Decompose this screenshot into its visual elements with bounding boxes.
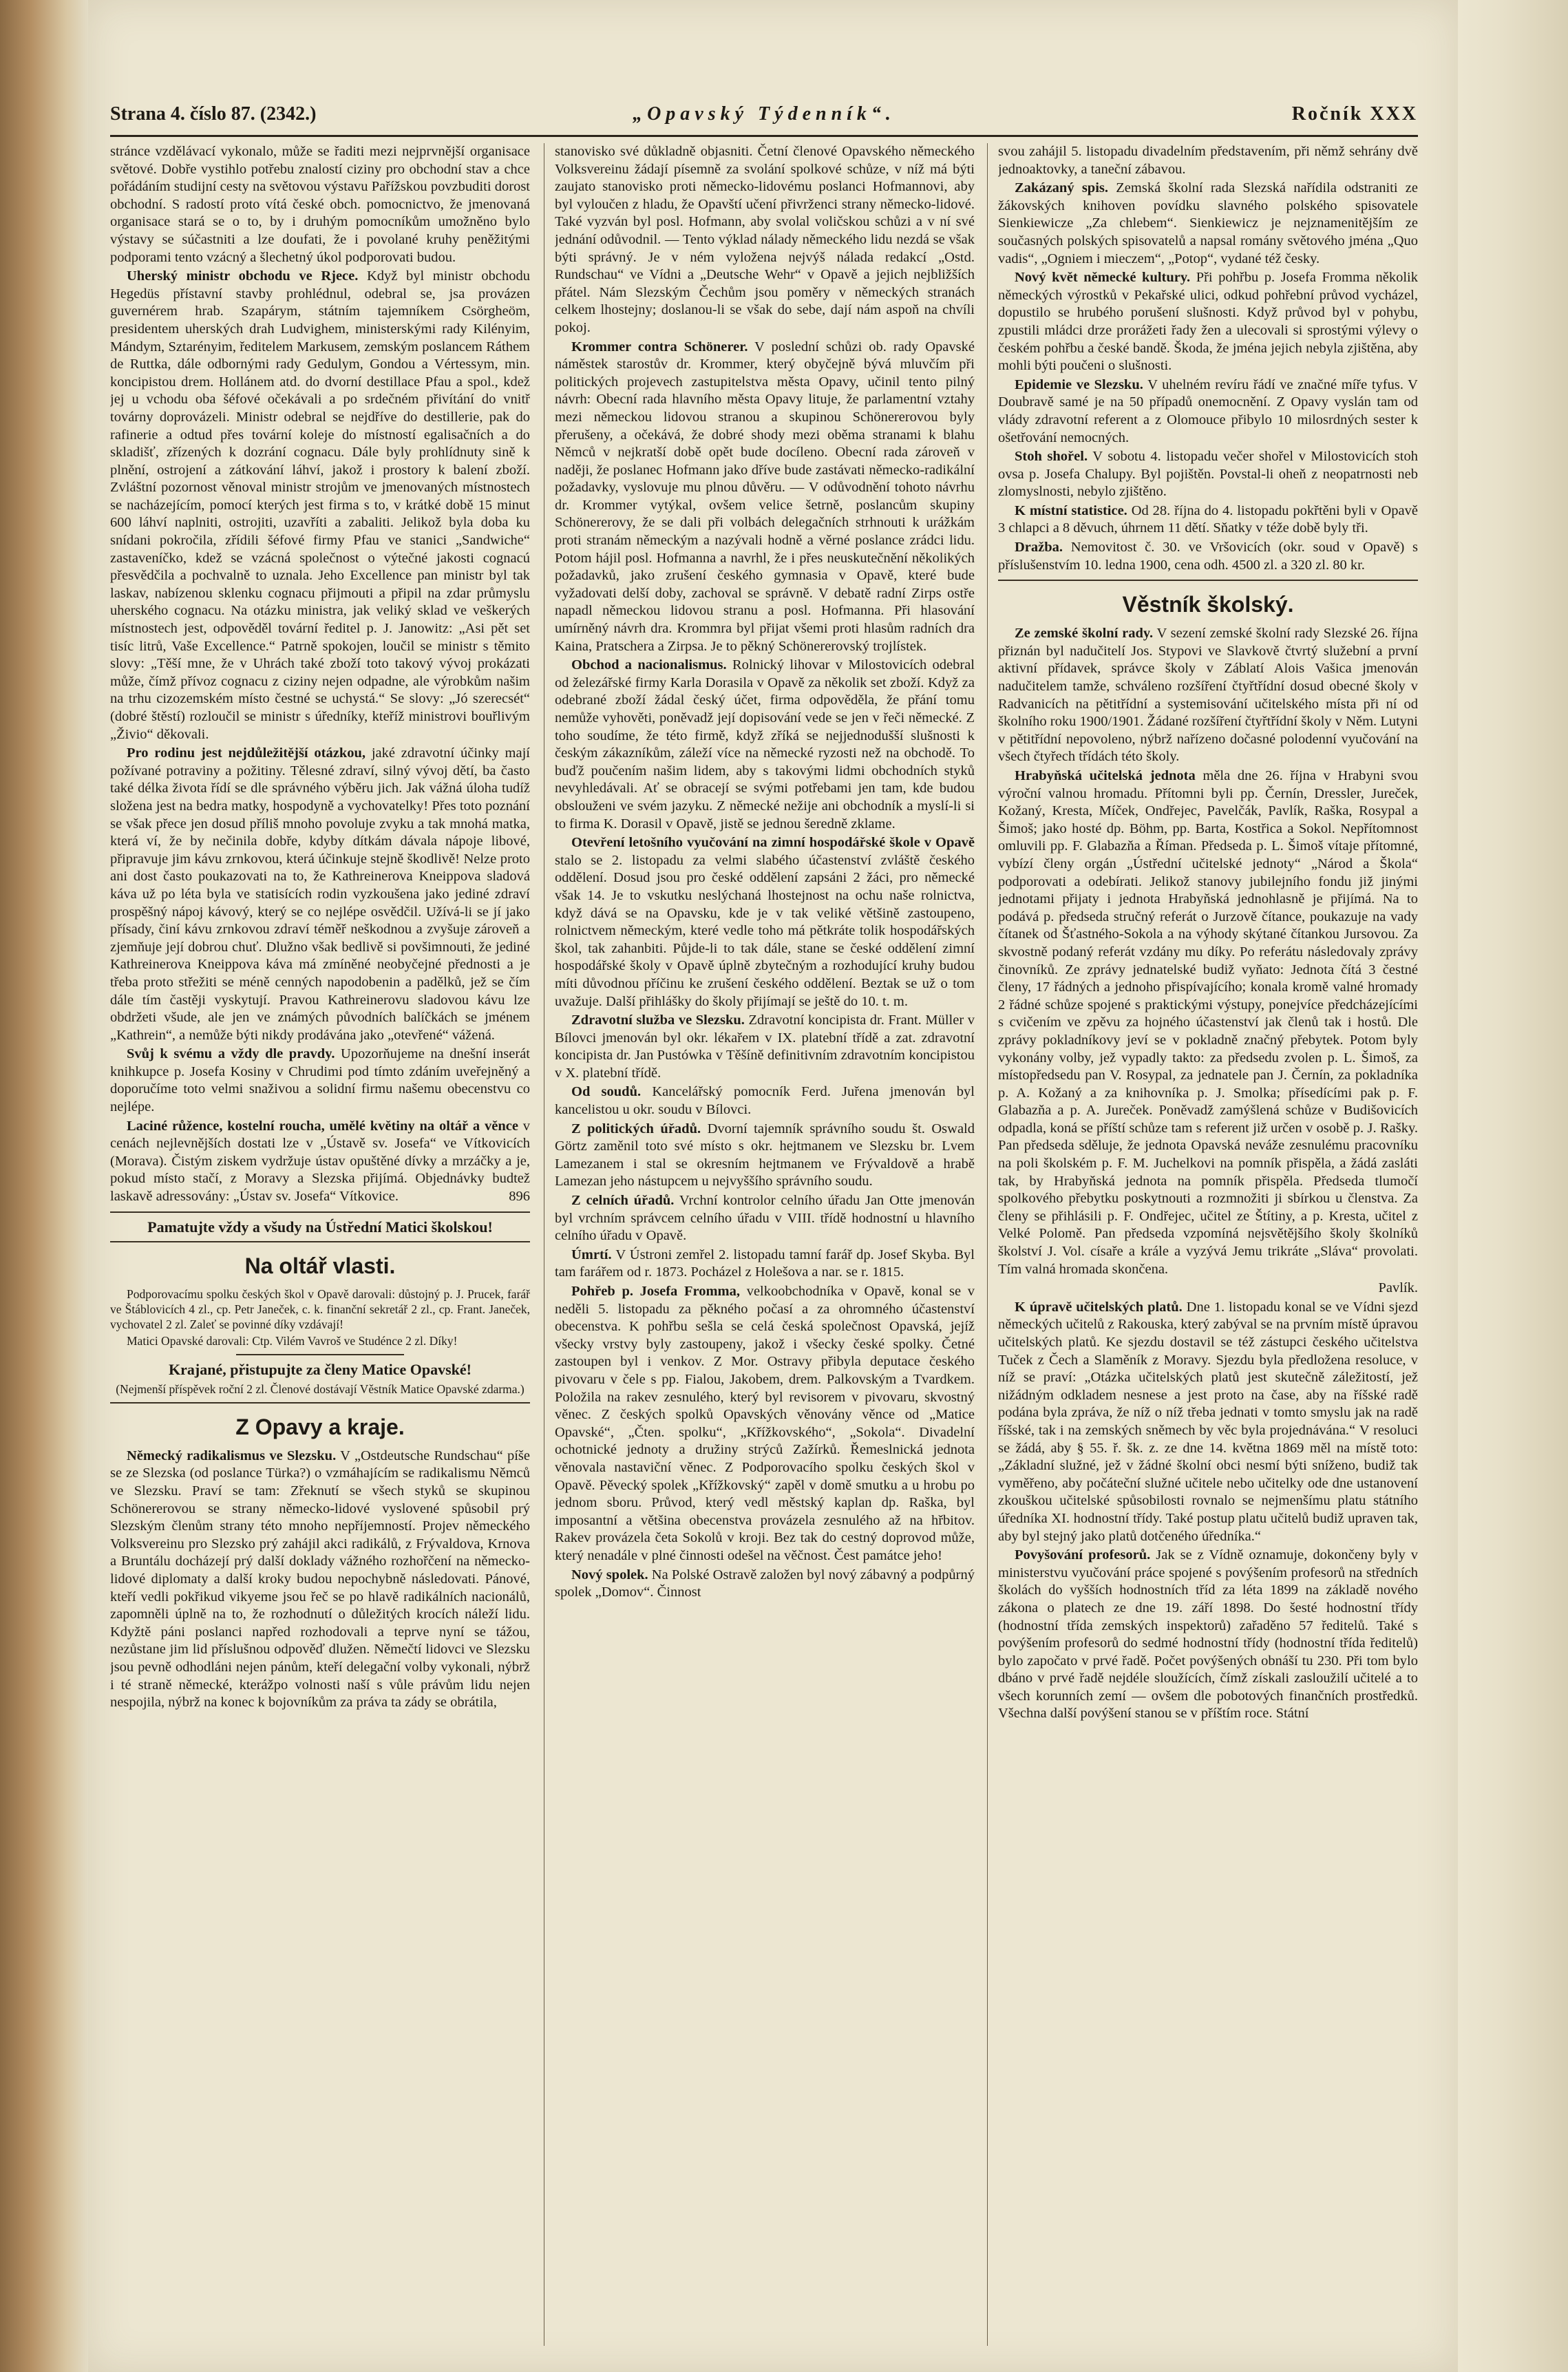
article-text: Při pohřbu p. Josefa Fromma několik německých výrostků v Pekařské ulici, odkud pohřební průvod vycházel, dopustilo se hrubého porušení slušnosti. Když průvod byl v pohybu, zpustili mládci drze prorážeti řady žen a ulecovali si sprostými výlevy o českém pohřbu a české bandě. Škoda, že jména jejich nebyla zjištěna, aby mohli býti poučeni o slušnosti. xyxy=(998,270,1418,374)
article-text: V Ústroni zemřel 2. listopadu tamní farář dp. Josef Skyba. Byl tam farářem od r. 1873. Pocházel z Holešova a nar. se r. 1815. xyxy=(555,1247,975,1280)
article-headline: Z celních úřadů. xyxy=(571,1193,675,1209)
article-text: Dvorní tajemník správního soudu št. Oswald Görtz zaměnil toto své místo s okr. hejtmanem ve Slezsku br. Lvem Lamezanem i stal se okresním hejtmanem ve Frývaldově a hrabě Lamezan jeho nástupcem u nejvyššího správního soudu. xyxy=(555,1121,975,1189)
article-text: měla dne 26. října v Hrabyni svou výroční valnou hromadu. Přítomni byli pp. Černín, Dressler, Jureček, Kožaný, Kresta, Míček, Ondřejec, Pavelčák, Pavlík, Raška, Rosypal a Šimoš; jako hosté dp. Böhm, pp. Barta, Kostřica a Sokol. Nepřítomnost omluvili pp. F. Glabazňa a Říman. Předseda p. L. Šimoš vítaje přítomné, vybízí členy orgán „Ústřední učitelské jednoty“ „Národ a Škola“ podporovati a odebírati. Jelikož stanovy jubilejního fondu již jinými jednotami přijaty i jednota Hrabyňská jednohlasně je přijímá. Na to podává p. předseda stručný referát o Jurzově čítance, poukazuje na vady čítanek od Šťastného-Sokola a na výhody skýtané čítankou Jursovou. Za skvostně podaný referát vzdány mu díky. Po referátu následovaly zprávy činovníků. Ze zprávy jednatelské budiž vyňato: Jednota čítá 3 čestné členy, 17 řádných a jednoho přispívajícího; konala kromě valné hromady 2 řádné schůze spojené s praktickými výstupy, ponejvíce předcházejícími s cvičením ve zpěvu za hojného účastenství jak členů tak i hostů. Dle zprávy pokladníkovy jeví se v pokladně značný přebytek. Potom byly vykonány volby, jež vypadly takto: za předsedu zvolen p. L. Šimoš, za místopředsedu pan V. Rosypal, za jednatele pan J. Černín, za pokladníka p. A. Kožaný a za knihovníka p. J. Smolka; přísedícími pak p. F. Glabazňa a p. A. Jureček. Poněvadž zamýšlená schůze v Budišovicích odpadla, koná se příští schůze tam s referent již určen v osobě p. J. Rašky. Pan předseda sděluje, že jednota Opavská neváže zesnulému pracovníku na poli školském p. F. M. Juchelkovi na pomník přispěla, a žádá zasláti tak, by Hrabyňská jednota na pomník přispěla. Předseda tlumočí spolkového přebytku poskytnouti a rozmnožiti ji sbírkou u členstva. Za členy se přihlásili p. F. Ondřejec, učitel ze Štítiny, a p. Kresta, učitel z Velké Polomě. Pan předseda vzpomíná nejsvětějšího školy školníků školství J. Vol. císaře a krále a vyzývá Jemu trikráte „Sláva“ provolati. Tím valná hromada skončena. xyxy=(998,768,1418,1277)
book-binding-edge xyxy=(0,0,88,2372)
article-text: Kancelářský pomocník Ferd. Juřena jmenován byl kancelistou u okr. soudu v Bílovci. xyxy=(555,1084,975,1118)
article xyxy=(998,625,1418,766)
column-1 xyxy=(110,143,530,2346)
page-edge-shadow xyxy=(1458,0,1568,2372)
article-text: Zemská školní rada Slezská nařídila odstraniti ze žákovských knihoven povídku slavného polského spisovatele Sienkiewicze „Za chlebem“. Sienkiewicz je nejznamenitějším ze současných polských spisovatelů a napsal romány světového jména „Quo vadis“, „Ogniem i mieczem“, „Potop“, vydané též česky. xyxy=(998,180,1418,266)
article-text: Když byl ministr obchodu Hegedüs přístavní stavby prohlédnul, odebral se, jsa provázen guvernérem hrab. Szapárym, státním tajemníkem Csörgheöm, presidentem uherských drah Ludvighem, ministerskými rady Kilényim, Mándym, Sztarényim, ředitelem Markusem, zemským poslancem Ráthem de Ruttka, dále odbornými rady Gedulym, Gondou a Vértessym, min. koncipistou drem. Hollánem atd. do dvorní destillace Pfau a spol., kdež jej u vchodu oba šéfové očekávali a po srdečném přivítání do vnitř továrny doprovázeli. Ministr odebral se nejdříve do destillerie, pak do rafinerie a odtud přes tovární koleje do místností egalisačních a do skladišť, zřízených k dozrání cognacu. Dále byly prohlídnuty sině k plnění, ostrojení a zátkování láhví, jakož i prostory k balení zboží. Zvláštní pozornost věnoval ministr strojům ve jmenovaných místnostech se nacházejícím, pomocí kterých jest firma s to, v krátké době 15 minut 600 láhví naplniti, ostrojiti, uzavříti a zabaliti. Jelikož byla doba ku snídani pokročila, zřídili šéfové firmy Pfau ve stanici „Sandwiche“ zastaveníčko, kdež se vzácná společnost o výtečné jakosti cognacú přesvědčila a pochvalně to uznala. Jeho Excellence pan ministr byl tak laskav, nabízenou sklenku cognacu přijmouti a připil na zdar průmyslu uherského cognacu. Na otázku ministra, jak veliký sklad ve veškerých místnostech jest, odpověděl tovární ředitel p. J. Janowitz: „Asi pět set tisíc litrů, Vaše Excellence.“ Patrně spokojen, loučil se ministr s těmito slovy: „Těší mne, že v Uhrách také zboží toto takový vývoj prokázati může, čímž přívoz cognacu z ciziny nejen odpadne, ale výrobkům našim na trhu cizozemském místo čestné se uchystá.“ Se slovy: „Jó szerecsét“ (dobré štěstí) rozloučil se ministr s úředníky, kteříž ministrovi bouřlivým „Živio“ děkovali. xyxy=(110,268,530,742)
article-text: Na Polské Ostravě založen byl nový zábavný a podpůrný spolek „Domov“. Činnost xyxy=(555,1567,975,1600)
article-headline: Zdravotní služba ve Slezsku. xyxy=(571,1013,745,1028)
article xyxy=(555,1121,975,1191)
short-rule xyxy=(236,1354,404,1355)
article xyxy=(555,1083,975,1119)
article-text: stalo se 2. listopadu za velmi slabého účastenství zvláště českého oddělení. Dosud jsou pro české oddělení zapsáni 2 žáci, pro německé však 14. Je to vskutku neslýchaná lhostejnost na ochu naše rolnictva, když dává se na Opavsku, kde je v tak veliké většině zastoupeno, rolnictvem německým, které vedle toho má pětkráte tolik hospodářských škol, tak zahanbiti. Půjde-li to tak dále, stane se české oddělení zimní hospodářské školy v Opavě úplně zbytečným a rozhodující kruhy budou míti důvodnou příčinu ke zrušení českého oddělení. Beztak se už o tom uvažuje. Další přihlášky do školy přijímají se ještě do 10. t. m. xyxy=(555,852,975,1009)
article-headline: Povyšování profesorů. xyxy=(1015,1547,1151,1563)
article xyxy=(110,1118,530,1206)
donation-text: Podporovacímu spolku českých škol v Opavě darovali: důstojný p. J. Prucek, farář ve Štáblovicích 4 zl., cp. Petr Janeček, c. k. finanční sekretář 2 zl., cp. Frant. Janeček, vychovatel 2 zl. Zaleť se povinné díky vzdávají! xyxy=(110,1287,530,1332)
article-headline: Uherský ministr obchodu ve Rjece. xyxy=(127,268,359,284)
article-headline: Od soudů. xyxy=(571,1084,642,1100)
column-divider xyxy=(987,143,988,2346)
page-number-issue: Strana 4. číslo 87. (2342.) xyxy=(110,103,317,125)
article-text: Vrchní kontrolor celního úřadu Jan Otte jmenován byl vrchním správcem celního úřadu v VIII. třídě hodnostní u hlavního celního úřadu v Opavě. xyxy=(555,1193,975,1244)
article xyxy=(110,268,530,743)
article xyxy=(998,180,1418,268)
article xyxy=(998,1299,1418,1545)
column-3 xyxy=(998,143,1418,2346)
article xyxy=(555,834,975,1010)
article xyxy=(110,1448,530,1712)
article-text: Dne 1. listopadu konal se ve Vídni sjezd německých učitelů z Rakouska, který zabýval se na prvním místě úpravou učitelských platů. Ke sjezdu dostavil se též zástupci českého učitelstva Tuček z Čech a Slaměník z Moravy. Sjezdu byla předložena resoluce, v níž se praví: „Otázka učitelských platů jest skutečně záležitostí, jež nižádným odkladem nesnese a jest proto na čase, aby na říšské radě podána byla zpráva, že níž o níž třeba jednati v tomto smyslu jak na radě říšské, tak i na zemských sněmech by věc byla projednávána.“ V resoluci se žádá, aby § 55. ř. šk. z. ze dne 14. května 1869 měl na místě toto: „Základní služné, jež v žádné školní obci nesmí býti sníženo, budiž tak vyměřeno, aby počáteční služné učitele nebo učitelky ode dne ustanovení zkouškou učitelské spůsobilosti rovnalo se nejmenšímu platu státního úředníka XI. hodnostní třídy. Také postup platu učitelů budiž upraven tak, aby byl stejný jako platů dotčeného úředníka.“ xyxy=(998,1299,1418,1544)
section-rule xyxy=(110,1241,530,1242)
article xyxy=(998,377,1418,447)
article-headline: Epidemie ve Slezsku. xyxy=(1015,377,1143,392)
article xyxy=(555,339,975,656)
section-title: Věstník školský. xyxy=(1122,592,1294,617)
article-text: Nemovitost č. 30. ve Vršovicích (okr. soud v Opavě) s příslušenstvím 10. ledna 1900, cena odh. 4500 zl. a 320 zl. 80 kr. xyxy=(998,540,1418,573)
article-text: velkoobchodníka v Opavě, konal se v neděli 5. listopadu za pěkného počasí a za ohromného účastenství obecenstva. K pohřbu sešla se celá česká společnost Opavská, jejíž všecky vrstvy byly zastoupeny, jakož i všecky české spolky. Četné zastoupen byl i venkov. Z Mor. Ostravy přibyla deputace českého pivovaru v čele s pp. Fialou, Jakobem, drem. Palkovským a Tvardkem. Položila na rakev zesnulého, který byl revisorem v pivovaru, skvostný věnec. Z českých spolků Opavských věnovány věnce od „Matice Opavské“, „Čten. spolku“, „Křížkovského“, „Sokola“. Divadelní ochotnické jednoty a družiny strýců Zažírků. Řemeslnická jednota věnovala nastaviční věnec. Z Podporovacího spolku českých škol v Opavě. Pěvecký spolek „Křížkovský“ zapěl v domě smutku a u hrobu po jednom sboru. Průvod, který vedl městský kaplan dp. Raška, byl imposantní a většina obecenstva provázela zesnulého až na hřbitov. Rakev provázela četa Sokolů v kroji. Bez tak do cestný doprovod může, který nenadále v plné činnosti odešel na věčnost. Čest památce jeho! xyxy=(555,1284,975,1563)
article xyxy=(998,539,1418,574)
article-text: svou zahájil 5. listopadu divadelním představením, při němž sehrány dvě jednoaktovky, a taneční zábavou. xyxy=(998,144,1418,177)
article-headline: Hrabyňská učitelská jednota xyxy=(1015,768,1196,783)
article-headline: Z politických úřadů. xyxy=(571,1121,701,1136)
article-headline: Obchod a nacionalismus. xyxy=(571,657,727,673)
ad-number: 896 xyxy=(509,1189,530,1205)
article-text: Jak se z Vídně oznamuje, dokončeny byly v ministerstvu vyučování práce spojené s povýšením profesorů na středních školách do vyšších hodnostních tříd za léta 1899 na základě nového zákona o platech ze dne 19. září 1898. Do šesté hodnostní třídy (hodnostní třída zemských inspektorů) zařaděno 57 ředitelů. Také s povýšením profesorů do sedmé hodnostní třídy (hodnostní třída ředitelů) bylo započato v prvé řadě. Počet povýšených obnáší tu 230. Při tom bylo dbáno v prvé řadě nejdéle sloužících, čímž získali zasloužilí učitelé a to všech korunních zemí — ovšem dle pobotových finančních prostředků. Všechna další povýšení stanou se v příštím roce. Státní xyxy=(998,1547,1418,1722)
article-text: V uhelném revíru řádí ve značné míře tyfus. V Doubravě samé je na 50 případů onemocnění. Z Opavy vyslán tam od vlády zdravotní referent a z Olomouce přibylo 10 milosrdných sester k ošetřování nemocných. xyxy=(998,377,1418,445)
article-headline: Nový spolek. xyxy=(571,1567,648,1582)
article-headline: Ze zemské školní rady. xyxy=(1015,626,1154,642)
article-text: Rolnický lihovar v Milostovicích odebral od železářské firmy Karla Dorasila v Opavě za několik set zboží. Když za odebrané zboží žádal český účet, firma odpověděla, že přání tomu nemůže vyhověti, poněvadž její dopisování vede se jen v řeči německé. Z toho soudíme, že této firmě, když zříká se nejjednodušší slušnosti k českým zákazníkům, záleží více na německé ryzosti než na obchodě. To buďž poučením našim lidem, aby s takovými lidmi obchodních styků nevyhledávali. Ať se obracejí se svými potřebami jen tam, kde budou obslouženi ve svém jazyku. Z německé nežije ani obchodník a myslí-li si to firma K. Dorasil v Opavě, jistě se jednou šeredně zklame. xyxy=(555,657,975,832)
newspaper-title: „Opavský Týdenník“. xyxy=(633,103,896,125)
article-text: Od 28. října do 4. listopadu pokřtěni byli v Opavě 3 chlapci a 8 děvuch, úhrnem 11 dětí. Sňatky v téže době byly tři. xyxy=(998,502,1418,536)
article xyxy=(555,1192,975,1245)
article xyxy=(555,1283,975,1565)
article-text: stránce vzdělávací vykonalo, může se řaditi mezi nejprvnější organisace světové. Dobře vystihlo potřebu znalostí ciziny pro obchodní stav a chce pořádáním studijní cesty na světovou výstavu Pařížskou povzbuditi dorost obchodní. S radostí proto vítá české obch. pomocnictvo, že jmenovaná organisace stará se o to, by i druhým pomocníkům umožněno bylo výstavy se súčastniti a lze doufati, že i povolané kruhy peněžitými podporami tento vzácný a šlechetný úkol podporovati budou. xyxy=(110,144,530,265)
article-text: Upozorňujeme na dnešní inserát knihkupce p. Josefa Kosiny v Chrudimi pod tímto zdáním uveřejněný a doporučíme toto velmi snaživou a solidní firmu našemu obecenstvu co nejlépe. xyxy=(110,1046,530,1115)
section-title: Z Opavy a kraje. xyxy=(235,1414,405,1439)
article-headline: Otevření letošního vyučování na zimní hospodářské škole v Opavě xyxy=(571,835,975,851)
section-title: Na oltář vlasti. xyxy=(244,1253,396,1279)
matice-membership-text: (Nejmenší příspěvek roční 2 zl. Členové dostávají Věstník Matice Opavské zdarma.) xyxy=(116,1381,525,1396)
article-headline: K úpravě učitelských platů. xyxy=(1015,1299,1183,1315)
article-signature: Pavlík. xyxy=(1378,1280,1418,1296)
article-headline: Svůj k svému a vždy dle pravdy. xyxy=(127,1046,335,1062)
donation-text: Matici Opavské darovali: Ctp. Vilém Vavroš ve Studénce 2 zl. Díky! xyxy=(127,1334,458,1348)
article-headline: Německý radikalismus ve Slezsku. xyxy=(127,1448,337,1463)
matice-callout: Krajané, přistupujte za členy Matice Opavské! xyxy=(169,1361,472,1379)
article xyxy=(998,269,1418,375)
article xyxy=(998,767,1418,1278)
article xyxy=(998,1547,1418,1723)
article-text: jaké zdravotní účinky mají požívané potraviny a požitiny. Tělesné zdraví, silný vývoj dětí, ba často také délka života řídí se dle správného výběru jich. Jak vážná úloha tudíž složena jest na bedra matky, hospodyně a vychovatelky! Přes toto poznání se však přece jen dosud příliš mnoho povoluje zvyku a tak mnohá matka, která ví, že by nečinila dobře, kdyby dítkám dávala nápoje libové, připravuje jim kávu zrnkovou, která účinkuje stejně škodlivě! Nelze proto ani dost často poukazovati na to, že Kathreinerova Kneippova sladová káva už po léta byla ve statisících rodin vyzkoušena jako jediné zdraví prospěšný nápoj kávový, který se co nejlépe osvědčil. Užívá-li se jí jako přísady, činí kávu zrnkovou zdraví téměř neškodnou a zvyšuje zároveň a zjemňuje její dobrou chuť. Dlužno však bedlivě si povšimnouti, že jediné Kathreinerova Kneippova káva má zmíněné neobyčejné přednosti a je třeba proto střežiti se méně cenných napodobenin a padělků, jež se čím dále tím častěji vyskytují. Pravou Kathreinerovu sladovou kávu lze obdržeti všude, ale jen ve známých původních balíčkách se jménem „Kathrein“, a nemůže býti nikdy prodávána jako „otevřené“ vážená. xyxy=(110,745,530,1043)
article-headline: Pro rodinu jest nejdůležitější otázkou, xyxy=(127,745,366,761)
article-text: v cenách nejlevnějších dostati lze v „Ústavě sv. Josefa“ ve Vítkovicích (Morava). Čistým ziskem vydržuje ústav opuštěné dívky a mrzáčky a je, pokud místo stačí, z Moravy a Slezska přijímá. Objednávky budtež laskavě adressovány: „Ústav sv. Josefa“ Vítkovice. xyxy=(110,1118,530,1205)
article-headline: Úmrtí. xyxy=(571,1247,612,1262)
article xyxy=(998,448,1418,501)
article xyxy=(110,1046,530,1116)
article-headline: Zakázaný spis. xyxy=(1015,180,1109,196)
section-rule xyxy=(110,1211,530,1213)
article-headline: Krommer contra Schönerer. xyxy=(571,339,748,354)
article xyxy=(555,1247,975,1282)
article-text: V „Ostdeutsche Rundschau“ píše se ze Slezska (od poslance Türka?) o vzmáhajícím se radikalismu Němců ve Slezsku. Praví se tam: Zřeknutí se všech styků se skupinou Schönererovou se strany německo-lidové vyslovené spůsobil prý Slezským členům strany této mnoho nepříjemností. Projev německého Volksvereinu pro Slezsko prý zahájil akci radikálů, z Frývaldova, Krnova a Bruntálu docházejí prý další doklady vážného rozhořčení na německo-lidové diplomaty a další kroky budou nepochybně následovati. Pánové, kteří vedli pokřikud vikyeme jsou řeč se po hlavě radikálních nacionálů, zapomněli úplně na to, že rozhodnutí o důležitých krocích náleží lidu. Kdyžtě páni poslanci napřed rozhodovali a teprve nyní se tážou, nezůstane jim lid příslušnou odpověď dlužen. Němečtí lidovci ve Slezsku jsou pevně odhodláni nejen pánům, kteří delegační volby vykonali, nýbrž i té straně německé, kterážpo volnosti naší s vůle právům lidu nejen nespojila, nýbrž na konec k bojovníkům za práva ta zády se obrátila, xyxy=(110,1448,530,1711)
header-rule xyxy=(110,135,1418,137)
article-headline: Dražba. xyxy=(1015,540,1063,555)
article xyxy=(998,502,1418,538)
article-text: V sezení zemské školní rady Slezské 26. října přiznán byl nadučitelí Jos. Stypovi ve Slavkově čtvrtý služební a první aktivní přídavek, správce školy v Záblatí Alois Vašica jmenován nadučitelem tamže, schváleno rozšíření čtyřtřídní dosud obecné školy v Radvanicích na pětitřídní a systemisování učitelského místa při ní od školního roku 1900/1901. Žádané rozšíření čtyřtřídní školy v Něm. Lutyni v pětitřídní nepovoleno, nýbrž nařízeno dočasné polodenní vyučování na všech čtyřech třídách této školy. xyxy=(998,626,1418,765)
article-headline: Stoh shořel. xyxy=(1015,449,1088,465)
article xyxy=(555,657,975,833)
page-header xyxy=(110,103,1418,134)
volume-label: Ročník XXX xyxy=(1291,103,1418,125)
section-rule xyxy=(110,1402,530,1404)
article xyxy=(110,745,530,1044)
article-headline: Nový květ německé kultury. xyxy=(1015,270,1191,286)
article xyxy=(555,1012,975,1082)
article-text: V poslední schůzi ob. rady Opavské náměstek starostův dr. Krommer, který obyčejně bývá mluvčím při politických projevech zastupitelstva města Opavy, učinil tento pilný návrh: Obecní rada hlavního města Opavy lituje, že parlamentní vztahy mezi německou lidovou stranou a skupinou Schönererovou byly přerušeny, a očekává, že dobré shody mezi oběma stranami k blahu Němců v nejkratší době opět bude docíleno. Obecní rada zároveň v naději, že poslanec Hofmann jako dříve bude zastávati německo-radikální požadavky, vyslovuje mu plnou důvěru. — V odůvodnění tohoto návrhu dr. Krommer vytýkal, ovšem velice šetrně, poslancům skupiny Schönererovy, že se dali při volbách delegačních strhnouti k urážkám proti stranám německým a nazývali hodně a věrné poslance zrádci lidu. Potom hájil posl. Hofmanna a navrhl, že i přes neuskutečnění několikých požadavků, jako zrušení českého gymnasia v Opavě, které bude vyžadovati delší doby, zachoval se správně. V debatě radní Zirps ostře napadl německou lidovou stranu a posl. Hofmanna. Při hlasování umírněný návrh dra. Krommra byl přijat všemi proti hlasům radních dra Kaina, Pratschera a Zirpsa. Je to pěkný Schönererovský trojlístek. xyxy=(555,339,975,654)
matice-notice: Pamatujte vždy a všudy na Ústřední Matici školskou! xyxy=(147,1218,493,1236)
article-text: stanovisko své důkladně objasniti. Četní členové Opavského německého Volksvereinu žádají písemně za svolání spolkové schůze, v níž má býti zaujato stanovisko proti německo-lidovému poslanci Hofmannovi, aby byl vyloučen z hladu, že Opavští učení přivrženci strany německo-lidové. Také vyzván byl posl. Hofmann, aby svolal voličskou schůzi a v ní své jednání odůvodnil. — Tento výklad nálady německého lidu nezdá se však býti správný. Je v ném vyložena nejvýš nálada redakcí „Ostd. Rundschau“ ve Vídni a „Deutsche Wehr“ v Opavě a jejich nejbližších přátel. Nám Slezským Čechům jsou poměry v německých stranách celkem lhostejny; doslanou-li se však do sebe, dají nám aspoň na chvíli pokoj. xyxy=(555,144,975,335)
column-2 xyxy=(555,143,975,2346)
section-rule xyxy=(998,580,1418,581)
article-headline: K místní statistice. xyxy=(1015,502,1127,518)
article-headline: Laciné růžence, kostelní roucha, umělé květiny na oltář a věnce xyxy=(127,1118,518,1134)
article xyxy=(555,1567,975,1602)
article-text: V sobotu 4. listopadu večer shořel v Milostovicích stoh ovsa p. Josefa Chalupy. Byl pojištěn. Povstal-li oheň z neopatrnosti neb zlomyslnosti, nebylo zjištěno. xyxy=(998,449,1418,500)
article-headline: Pohřeb p. Josefa Fromma, xyxy=(571,1284,741,1299)
article-text: Zdravotní koncipista dr. Frant. Müller v Bílovci jmenován byl okr. lékařem v IX. platební třídě a zat. zdravotní koncipista dr. Jan Pustówka v Těšíně definitivním zdravotním koncipistou v X. platební třídě. xyxy=(555,1013,975,1081)
